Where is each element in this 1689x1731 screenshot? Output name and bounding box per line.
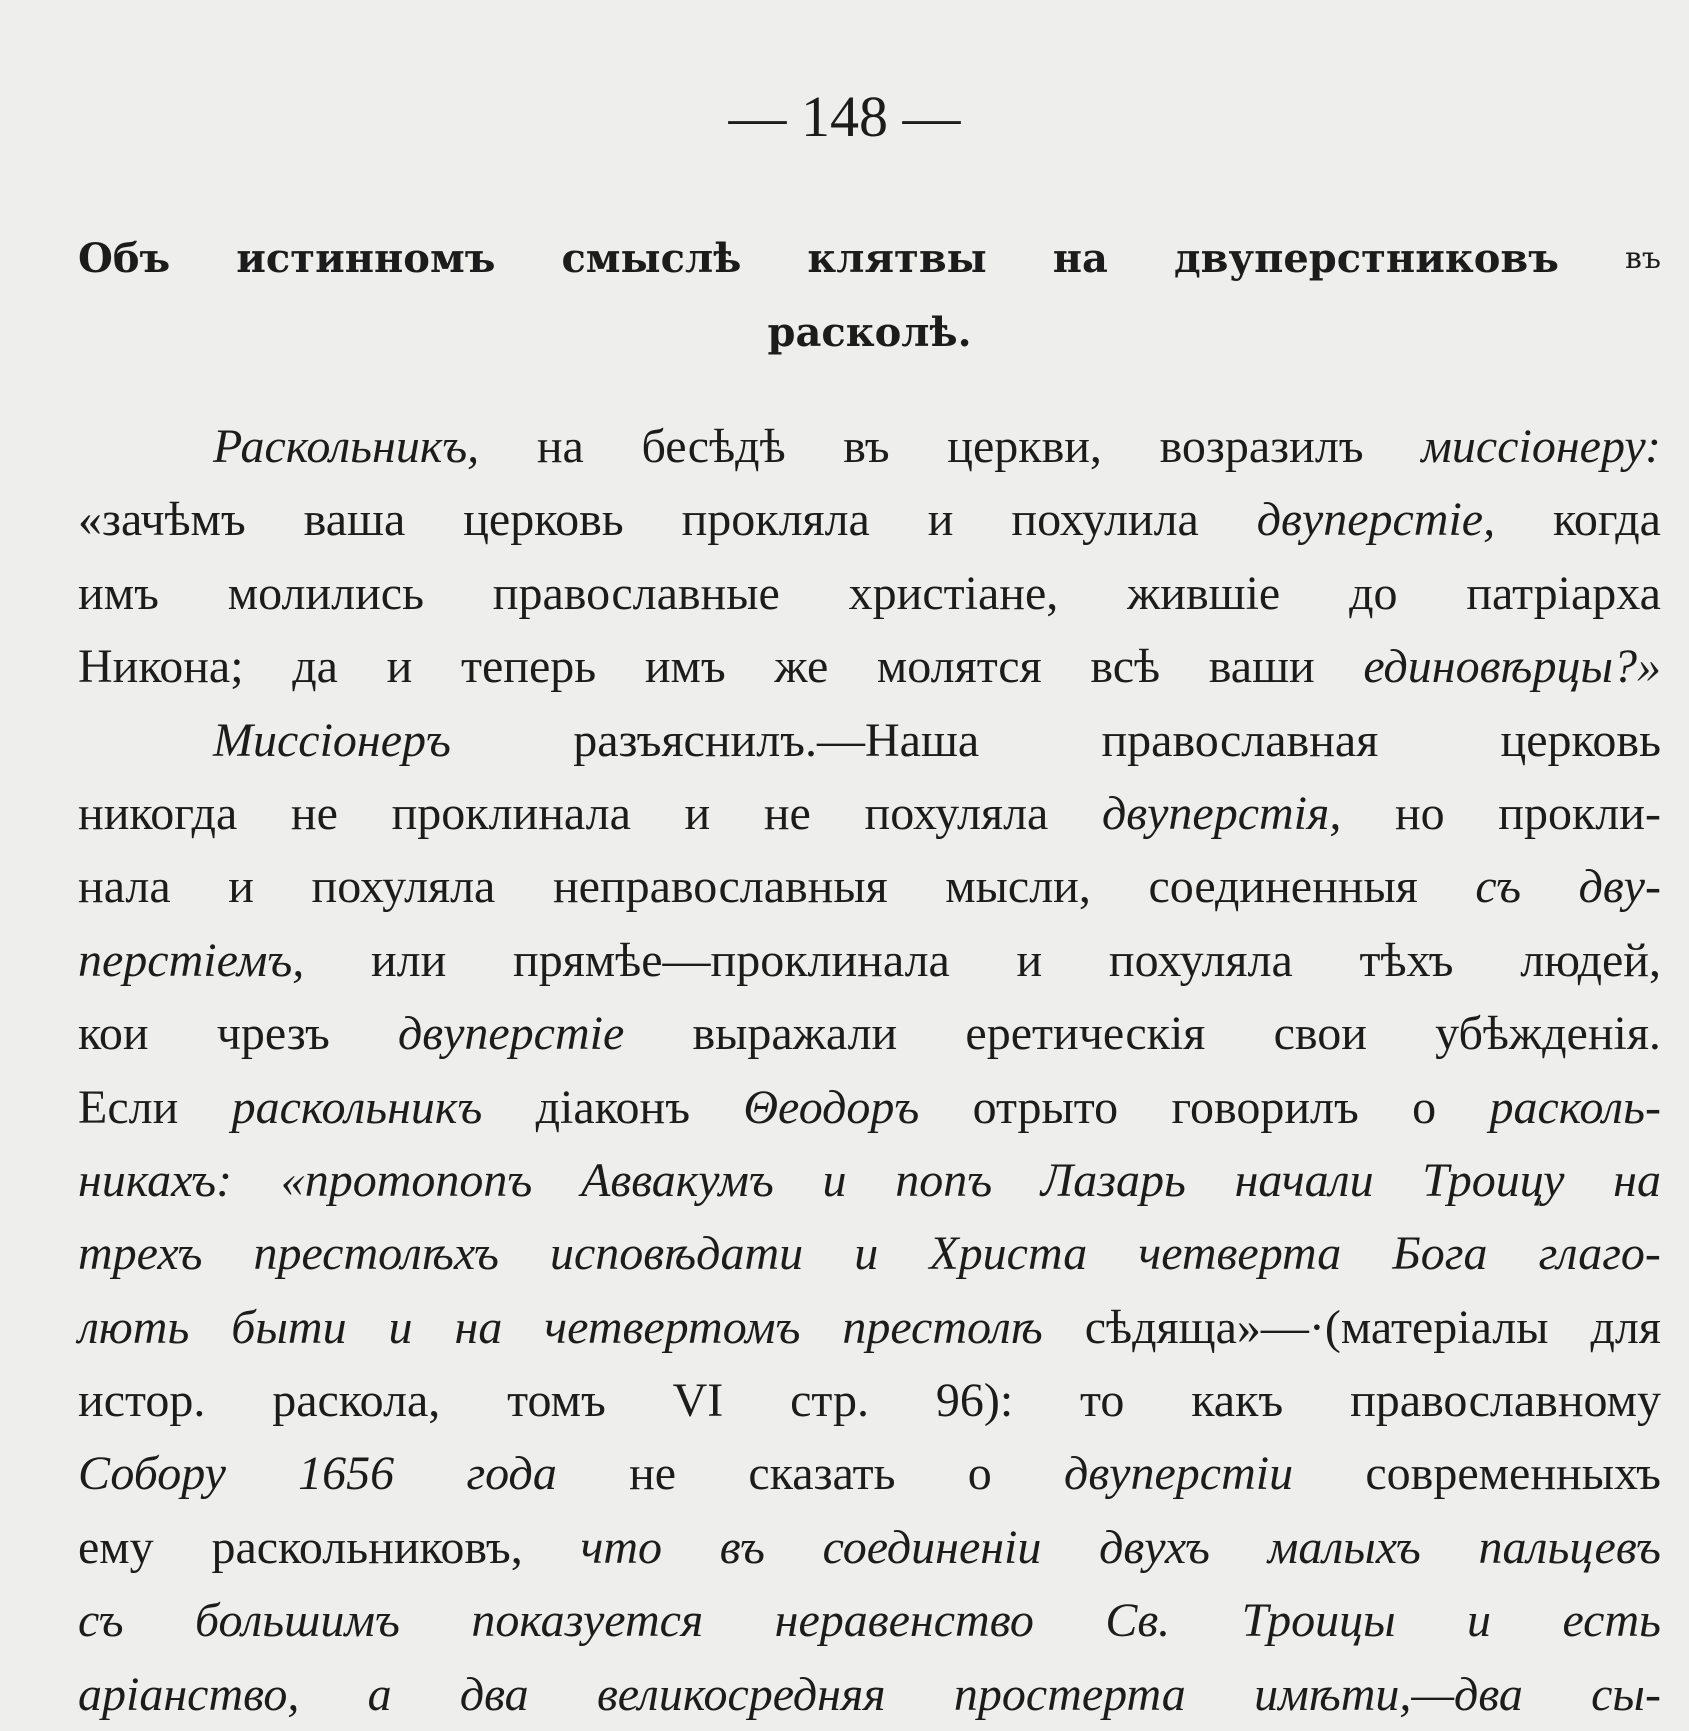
word: похуляла xyxy=(1108,933,1293,987)
word: имъ xyxy=(644,640,726,694)
italic-word: неравенство xyxy=(774,1594,1034,1648)
word: соединенныя xyxy=(1148,860,1418,914)
italic-word: двухъ xyxy=(1099,1520,1210,1574)
italic-word: а xyxy=(367,1667,392,1721)
italic-word: исповѣдати xyxy=(550,1227,804,1281)
word: какъ xyxy=(1191,1374,1284,1428)
body-text xyxy=(78,410,1661,1731)
italic-word: быти xyxy=(231,1300,347,1354)
word: не xyxy=(763,786,811,840)
word: о xyxy=(1412,1080,1437,1134)
text-line xyxy=(78,483,1661,556)
heading-line-2: расколѣ. xyxy=(767,309,972,356)
word: и xyxy=(228,860,254,914)
italic-word: пальцевъ xyxy=(1478,1520,1661,1574)
italic-word: Христа xyxy=(929,1227,1088,1281)
italic-word: Бога xyxy=(1392,1227,1488,1281)
italic-word: попъ xyxy=(895,1153,993,1207)
word: никогда xyxy=(78,786,238,840)
text-line xyxy=(78,1364,1661,1437)
italic-word: въ xyxy=(719,1520,765,1574)
italic-word: дву- xyxy=(1578,860,1661,914)
italic-word: и xyxy=(854,1227,879,1281)
word: убѣжденія. xyxy=(1435,1007,1661,1061)
italic-word: двуперстіи xyxy=(1064,1447,1294,1501)
word: тѣхъ xyxy=(1359,933,1454,987)
word: говорилъ xyxy=(1171,1080,1359,1134)
word: кои xyxy=(78,1007,149,1061)
heading-word: на xyxy=(1052,235,1108,282)
word: христіане, xyxy=(848,566,1059,620)
word: чрезъ xyxy=(216,1007,330,1061)
text-line xyxy=(78,1511,1661,1584)
word: церкви, xyxy=(947,420,1102,473)
word: молятся xyxy=(876,640,1042,694)
word: до xyxy=(1349,566,1398,620)
heading-word: смыслѣ xyxy=(561,235,742,282)
word: сѣдяща»—·(матеріалы xyxy=(1084,1300,1549,1354)
italic-word: никахъ: xyxy=(78,1153,233,1207)
italic-word: 1656 xyxy=(298,1447,395,1501)
section-heading xyxy=(78,222,1661,370)
italic-word: на xyxy=(454,1300,503,1354)
word: свои xyxy=(1273,1007,1367,1061)
italic-word: двуперстіе, xyxy=(1256,493,1496,547)
italic-word: лють xyxy=(78,1300,190,1354)
word: жившіе xyxy=(1127,566,1281,620)
italic-word: «протопопъ xyxy=(280,1153,533,1207)
italic-word: что xyxy=(580,1520,662,1574)
word: діаконъ xyxy=(535,1080,691,1134)
italic-word: съ xyxy=(1475,860,1521,914)
word: и xyxy=(927,493,954,547)
italic-word: и xyxy=(388,1300,413,1354)
word: 96): xyxy=(935,1374,1014,1428)
word: нала xyxy=(78,860,171,914)
italic-word: два xyxy=(459,1667,529,1721)
italic-word: четверта xyxy=(1138,1227,1342,1281)
italic-word: престолѣхъ xyxy=(253,1227,499,1281)
word: прокляла xyxy=(681,493,870,547)
word: стр. xyxy=(790,1374,869,1428)
italic-word: сы- xyxy=(1591,1667,1661,1721)
heading-word: клятвы xyxy=(807,235,987,282)
word: для xyxy=(1590,1300,1661,1354)
word: церковь xyxy=(463,493,624,547)
word: VI xyxy=(672,1374,724,1428)
word: современныхъ xyxy=(1365,1447,1661,1501)
italic-word: съ xyxy=(78,1594,124,1648)
italic-word: большимъ xyxy=(195,1594,400,1648)
word: раскольниковъ, xyxy=(211,1520,523,1574)
heading-word: двуперстниковъ xyxy=(1174,235,1559,282)
italic-word: перстіемъ, xyxy=(78,933,305,987)
italic-word: Миссіонеръ xyxy=(213,713,451,767)
word: православному xyxy=(1350,1374,1661,1428)
italic-word: престолѣ xyxy=(842,1300,1043,1354)
word: еретическія xyxy=(965,1007,1206,1061)
italic-word: есть xyxy=(1562,1594,1661,1648)
word: раскола, xyxy=(272,1374,441,1428)
text-line xyxy=(78,1291,1661,1364)
italic-word: Собору xyxy=(78,1447,226,1501)
word: Никона; xyxy=(78,640,244,694)
heading-word: истинномъ xyxy=(236,235,496,282)
italic-word: глаго- xyxy=(1538,1227,1661,1281)
italic-word: Св. xyxy=(1105,1594,1171,1648)
italic-word: трехъ xyxy=(78,1227,203,1281)
italic-word: миссіонеру: xyxy=(1421,420,1661,473)
word: не xyxy=(290,786,338,840)
word: ваша xyxy=(303,493,406,547)
word: похулила xyxy=(1011,493,1199,547)
word: прокли- xyxy=(1498,786,1661,840)
word: прямѣе—проклинала xyxy=(513,933,950,987)
text-line xyxy=(78,1658,1661,1731)
text-line xyxy=(78,410,1661,483)
italic-word: Лазарь xyxy=(1040,1153,1186,1207)
word: православные xyxy=(492,566,780,620)
word: сказать xyxy=(748,1447,896,1501)
word: и xyxy=(684,786,711,840)
italic-word: простерта xyxy=(953,1667,1186,1721)
word: возразилъ xyxy=(1159,420,1364,473)
word: когда xyxy=(1553,493,1661,547)
word: неправославныя xyxy=(552,860,888,914)
italic-word: малыхъ xyxy=(1267,1520,1421,1574)
word: и xyxy=(1016,933,1043,987)
heading-word: въ xyxy=(1624,241,1661,276)
italic-word: и xyxy=(1467,1594,1492,1648)
word: же xyxy=(774,640,829,694)
heading-line-1 xyxy=(78,222,1661,296)
italic-word: двуперстія, xyxy=(1101,786,1342,840)
word: въ xyxy=(843,420,890,473)
word: Если xyxy=(78,1080,179,1134)
text-line xyxy=(78,777,1661,850)
text-line xyxy=(78,557,1661,630)
word: ваши xyxy=(1208,640,1315,694)
italic-word: и xyxy=(822,1153,847,1207)
text-line xyxy=(78,704,1661,777)
text-line xyxy=(78,997,1661,1070)
word: и xyxy=(386,640,413,694)
text-line xyxy=(78,850,1661,923)
word: мысли, xyxy=(945,860,1091,914)
page-number: — 148 — xyxy=(728,84,961,149)
word: выражали xyxy=(692,1007,898,1061)
italic-word: Раскольникъ, xyxy=(213,420,480,473)
text-line xyxy=(78,630,1661,703)
italic-word: великосредняя xyxy=(596,1667,886,1721)
word: церковь xyxy=(1500,713,1661,767)
word: ему xyxy=(78,1520,154,1574)
italic-word: Троицы xyxy=(1241,1594,1396,1648)
word: «зачѣмъ xyxy=(78,493,246,547)
word: имъ xyxy=(78,566,159,620)
text-line xyxy=(78,1144,1661,1217)
word: или xyxy=(370,933,447,987)
italic-word: Троицу xyxy=(1422,1153,1565,1207)
word: томъ xyxy=(507,1374,606,1428)
word: на xyxy=(536,420,584,473)
word: теперь xyxy=(461,640,597,694)
word: не xyxy=(629,1447,677,1501)
italic-word: соединеніи xyxy=(822,1520,1042,1574)
text-line xyxy=(78,1071,1661,1144)
word: разъяснилъ.—Наша xyxy=(573,713,980,767)
italic-word: на xyxy=(1613,1153,1661,1207)
italic-word: двуперстіе xyxy=(397,1007,625,1061)
italic-word: раскольникъ xyxy=(231,1080,483,1134)
italic-word: расколь- xyxy=(1489,1080,1661,1134)
italic-word: показуется xyxy=(471,1594,704,1648)
word: православная xyxy=(1101,713,1379,767)
word: о xyxy=(967,1447,992,1501)
word: бесѣдѣ xyxy=(641,420,786,473)
italic-word: единовѣрцы?» xyxy=(1363,640,1661,694)
italic-word: Θеодоръ xyxy=(743,1080,920,1134)
word: похуляла xyxy=(864,786,1049,840)
italic-word: Аввакумъ xyxy=(581,1153,774,1207)
heading-word: Объ xyxy=(78,235,171,282)
word: то xyxy=(1080,1374,1125,1428)
word: отрыто xyxy=(972,1080,1119,1134)
word: похуляла xyxy=(311,860,496,914)
word: всѣ xyxy=(1090,640,1161,694)
italic-word: имѣти,—два xyxy=(1254,1667,1523,1721)
italic-word: года xyxy=(466,1447,557,1501)
text-line xyxy=(78,1437,1661,1510)
word: людей, xyxy=(1520,933,1661,987)
text-line xyxy=(78,1584,1661,1657)
word: да xyxy=(292,640,338,694)
text-line xyxy=(78,1217,1661,1290)
word: молились xyxy=(227,566,424,620)
italic-word: начали xyxy=(1234,1153,1374,1207)
italic-word: четвертомъ xyxy=(544,1300,801,1354)
word: но xyxy=(1394,786,1445,840)
word: истор. xyxy=(78,1374,206,1428)
word: проклинала xyxy=(391,786,631,840)
text-line xyxy=(78,924,1661,997)
italic-word: аріанство, xyxy=(78,1667,300,1721)
word: патріарха xyxy=(1466,566,1661,620)
